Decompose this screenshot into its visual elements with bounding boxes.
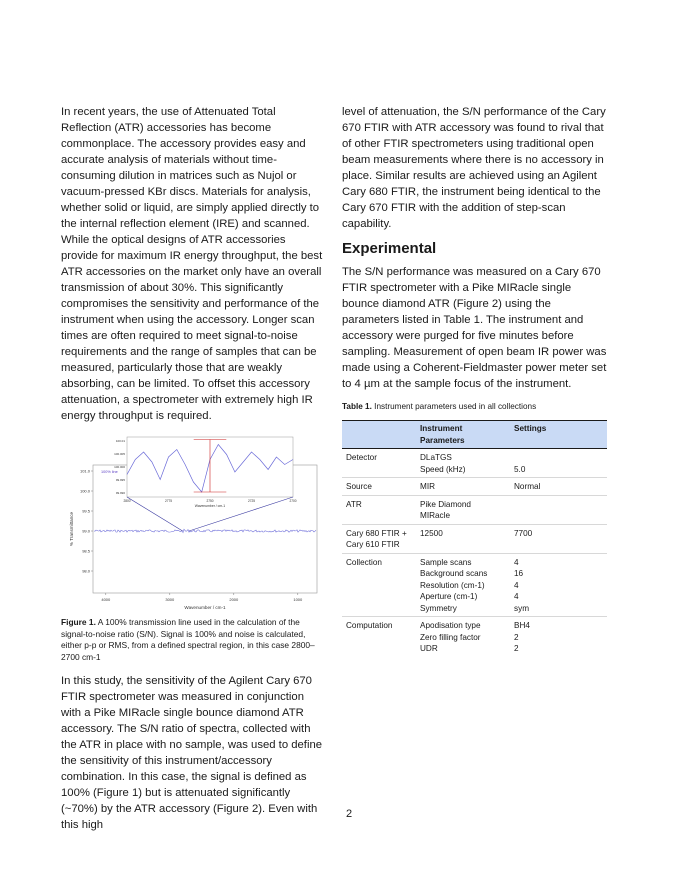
table-cell-line: UDR — [420, 644, 438, 653]
table-header-cell — [342, 421, 416, 449]
page-number: 2 — [346, 808, 353, 820]
intro-paragraph: In recent years, the use of Attenuated Total Reflection (ATR) accessories has become commonplace. The accessory provides easy and accurate analysis of materials without time-consuming dilution in matrices such as Nujol or vacuum-pressed KBr discs. Materials for analysis, whether solid or liquid, are simply applied directly to the internal reflection element (IRE) and scanned. While the optical designs of ATR accessories provide for maximum IR energy throughput, the best ATR accessories on the market only have an overall transmission of about 30%. This significantly compromises the sensitivity and performance of the instrument when using the accessory. Longer scan times are often required to meet signal-to-noise requirements and the range of samples that can be measured, particularly those that are weakly absorbing, can be limited. To offset this accessory attenuation, a spectrometer with extremely high IR energy throughput is required. — [61, 106, 323, 422]
right-column — [342, 104, 607, 657]
table-cell — [510, 495, 607, 524]
table-cell — [342, 524, 416, 553]
y-axis-label: % Transmittance — [69, 511, 74, 547]
y-tick-label: 98.5 — [82, 548, 90, 554]
table-cell — [342, 553, 416, 617]
table-cell-line: DLaTGS — [420, 453, 452, 462]
table-row — [342, 478, 607, 496]
table-cell-line: 7700 — [514, 528, 533, 538]
table-1-caption-text: Instrument parameters used in all collections — [371, 402, 537, 411]
table-cell-line: Apodisation type — [420, 621, 481, 630]
table-row — [342, 553, 607, 617]
table-row — [342, 524, 607, 553]
table-cell — [416, 617, 510, 657]
x-tick-label: 1000 — [293, 597, 303, 602]
inset-y-tick-label: 100.005 — [114, 452, 125, 456]
table-cell-line: 4 — [514, 592, 519, 601]
figure-1-caption-text: A 100% transmission line used in the calculation of the signal-to-noise ratio (S/N). Signal is 100% and noise is calculated, either p-p or RMS, from a defined spectral region, in this case 2800–2700 cm-1 — [61, 617, 315, 662]
inset-y-tick-label: 99.990 — [115, 491, 125, 495]
transmission-line — [94, 529, 316, 532]
inset-y-tick-label: 100.000 — [114, 465, 125, 469]
table-cell — [342, 495, 416, 524]
hundred-percent-line-label: 100% line — [101, 470, 118, 474]
table-cell-line: sym — [514, 603, 530, 613]
table-cell-line: Sample scans — [420, 557, 472, 567]
table-header-row — [342, 421, 607, 449]
table-cell-line: Zero filling factor — [420, 632, 481, 642]
zoom-guide-left — [127, 497, 183, 531]
experimental-paragraph: The S/N performance was measured on a Cary 670 FTIR spectrometer with a Pike MIRacle single bounce diamond ATR (Figure 2) using the parameters listed in Table 1. The instrument and accessory were purged for five minutes before sampling. Measurement of open beam IR power was made using a Coherent-Fieldmaster power meter set to 4 µm at the sample focus of the instrument. — [342, 266, 607, 390]
table-cell-line: 2 — [514, 644, 519, 653]
study-paragraph: In this study, the sensitivity of the Agilent Cary 670 FTIR spectrometer was measured in conjunction with a Pike MIRacle single bounce diamond ATR accessory. The S/N ratio of spectra, collected with the ATR in place with no sample, was used to define the sensitivity of this instrument/accessory combination. In this case, the signal is defined as 100% (Figure 1) but is attenuated significantly (~70%) by the ATR accessory (Figure 2). Even with this high — [61, 675, 323, 831]
parameters-table — [342, 420, 607, 657]
table-cell-line: 16 — [514, 569, 524, 578]
inset-x-tick-label: 2750 — [206, 499, 214, 503]
x-tick-label: 3000 — [165, 597, 175, 602]
table-cell — [416, 524, 510, 553]
inset-y-tick-label: 99.995 — [115, 478, 125, 482]
table-cell-line — [514, 452, 603, 464]
table-cell — [510, 553, 607, 617]
y-tick-label: 100.0 — [79, 488, 90, 494]
y-tick-label: 99.5 — [82, 508, 90, 514]
x-tick-label: 4000 — [101, 597, 111, 602]
table-header-cell: Settings — [510, 421, 607, 449]
table-cell — [510, 478, 607, 496]
table-cell-line: 12500 — [420, 528, 443, 538]
zoom-guide-right — [189, 497, 293, 531]
table-row — [342, 495, 607, 524]
table-cell-line: Normal — [514, 482, 541, 491]
inset-x-tick-label: 2775 — [164, 499, 173, 503]
table-cell-line: Background scans — [420, 569, 488, 578]
table-cell-line: 4 — [514, 580, 519, 590]
table-cell-line: Collection — [346, 557, 382, 567]
inset-x-tick-label: 2800 — [123, 499, 131, 503]
figure-1 — [61, 433, 323, 611]
table-cell-line: Speed (kHz) — [420, 464, 466, 474]
table-cell-line — [514, 499, 603, 511]
table-cell — [342, 478, 416, 496]
table-body — [342, 449, 607, 657]
table-cell-line: Source — [346, 482, 372, 491]
table-cell-line: Resolution (cm-1) — [420, 580, 485, 590]
table-cell-line: Detector — [346, 453, 377, 462]
table-cell — [416, 449, 510, 478]
table-row — [342, 449, 607, 478]
inset-x-tick-label: 2725 — [247, 499, 256, 503]
figure-1-caption — [61, 617, 323, 663]
table-cell-line: Computation — [346, 621, 393, 630]
table-cell-line: 4 — [514, 557, 519, 567]
x-axis-label: Wavenumber / cm-1 — [184, 605, 226, 610]
table-cell-line: Cary 610 FTIR — [346, 540, 400, 549]
inset-y-tick-label: 100.01 — [115, 439, 125, 443]
table-header-cell: Instrument Parameters — [416, 421, 510, 449]
y-tick-label: 101.0 — [79, 468, 90, 474]
table-cell-line: 5.0 — [514, 464, 526, 474]
table-cell-line: BH4 — [514, 621, 530, 630]
y-tick-label: 99.0 — [82, 528, 90, 534]
continuation-paragraph: level of attenuation, the S/N performance of the Cary 670 FTIR with ATR accessory was found to rival that of other FTIR spectrometers using traditional open beam measurements where there is no accessory in place. Similar results are achieved using an Agilent Cary 680 FTIR, the instrument being identical to the Cary 670 FTIR with the addition of step-scan capability. — [342, 106, 606, 230]
inset-x-tick-label: 2700 — [289, 499, 297, 503]
table-cell — [416, 478, 510, 496]
table-cell — [510, 524, 607, 553]
table-cell-line: Symmetry — [420, 603, 457, 613]
table-1-caption — [342, 399, 607, 415]
table-cell-line: Cary 680 FTIR + — [346, 528, 407, 538]
transmission-chart — [61, 433, 323, 611]
table-cell-line: MIRacle — [420, 511, 451, 520]
section-heading: Experimental — [342, 240, 437, 257]
y-tick-label: 98.0 — [82, 568, 90, 574]
table-1-label: Table 1. — [342, 402, 372, 411]
table-cell — [510, 449, 607, 478]
table-cell-line: Pike Diamond — [420, 499, 471, 509]
table-cell-line: 2 — [514, 632, 519, 642]
table-cell — [342, 617, 416, 657]
table-cell-line: ATR — [346, 499, 362, 509]
inset-x-axis-label: Wavenumber / cm-1 — [194, 504, 226, 508]
table-cell — [416, 495, 510, 524]
figure-1-label: Figure 1. — [61, 617, 96, 627]
table-cell — [416, 553, 510, 617]
x-tick-label: 2000 — [229, 597, 239, 602]
table-row — [342, 617, 607, 657]
left-column — [61, 104, 323, 833]
table-cell-line: Aperture (cm-1) — [420, 592, 478, 601]
table-cell-line: MIR — [420, 482, 436, 491]
table-cell — [342, 449, 416, 478]
table-cell — [510, 617, 607, 657]
